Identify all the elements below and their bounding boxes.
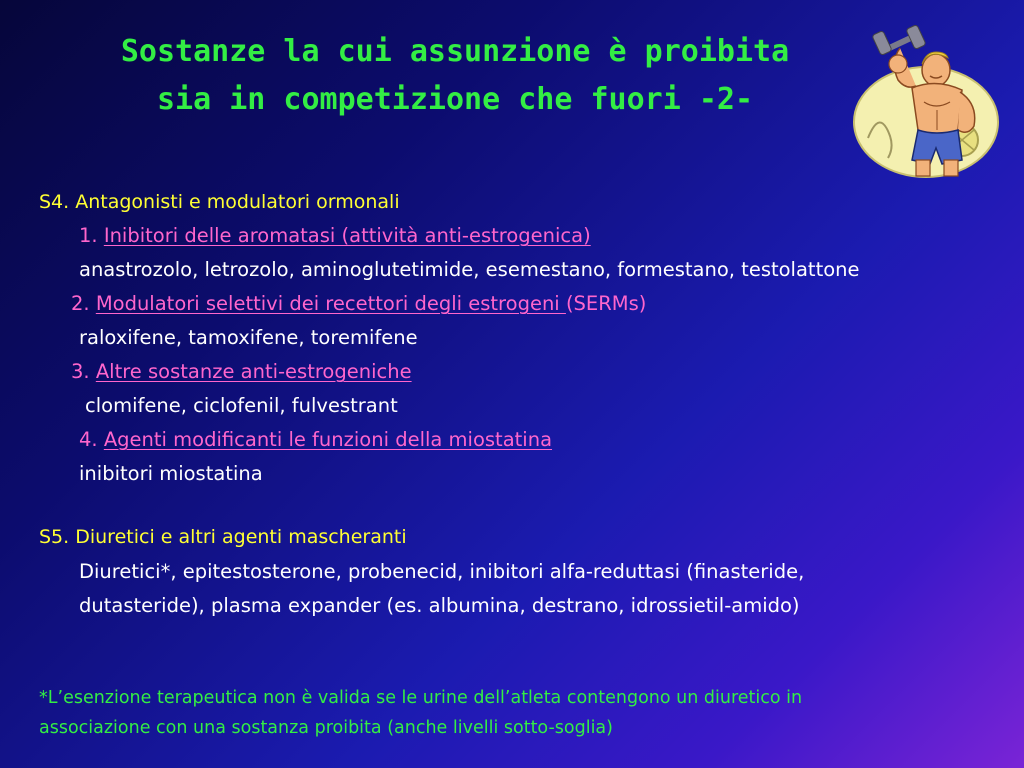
s5-heading: S5. Diuretici e altri agenti mascheranti [39,526,407,548]
s4-item-4-number: 4. [79,428,104,451]
s4-item-2 [71,289,646,319]
s4-heading: S4. Antagonisti e modulatori ormonali [39,191,400,213]
s4-item-1 [79,221,591,251]
s4-item-1-substances: anastrozolo, letrozolo, aminoglutetimide, esemestano, formestano, testolattone [79,258,860,281]
bodybuilder-dumbbell-icon [850,18,1000,183]
s4-item-3-substances: clomifene, ciclofenil, fulvestrant [85,394,398,417]
slide-title [60,28,850,124]
s4-item-2-substances: raloxifene, tamoxifene, toremifene [79,326,418,349]
footnote-line-2: associazione con una sostanza proibita (anche livelli sotto-soglia) [39,718,613,738]
s4-item-2-number: 2. [71,292,96,315]
s4-item-3-link[interactable]: Altre sostanze anti-estrogeniche [95,360,412,383]
s4-item-4-substances: inibitori miostatina [79,462,263,485]
s4-item-1-number: 1. [79,224,104,247]
s4-item-3-number: 3. [71,360,96,383]
s5-text-line-1: Diuretici*, epitestosterone, probenecid, inibitori alfa-reduttasi (finasteride, [79,560,805,583]
s4-item-3 [71,357,412,387]
s4-item-2-link[interactable]: Modulatori selettivi dei recettori degli estrogeni [95,292,566,315]
footnote-line-1: *L’esenzione terapeutica non è valida se le urine dell’atleta contengono un diuretico in [39,688,803,708]
s4-item-4-link[interactable]: Agenti modificanti le funzioni della miostatina [103,428,553,451]
s4-item-1-link[interactable]: Inibitori delle aromatasi (attività anti-estrogenica) [103,224,591,247]
title-line-2: sia in competizione che fuori -2- [156,82,754,117]
s5-text-line-2: dutasteride), plasma expander (es. albumina, destrano, idrossietil-amido) [79,594,800,617]
s4-item-2-suffix: (SERMs) [565,292,647,315]
title-line-1: Sostanze la cui assunzione è proibita [120,34,790,69]
s4-item-4 [79,425,552,455]
